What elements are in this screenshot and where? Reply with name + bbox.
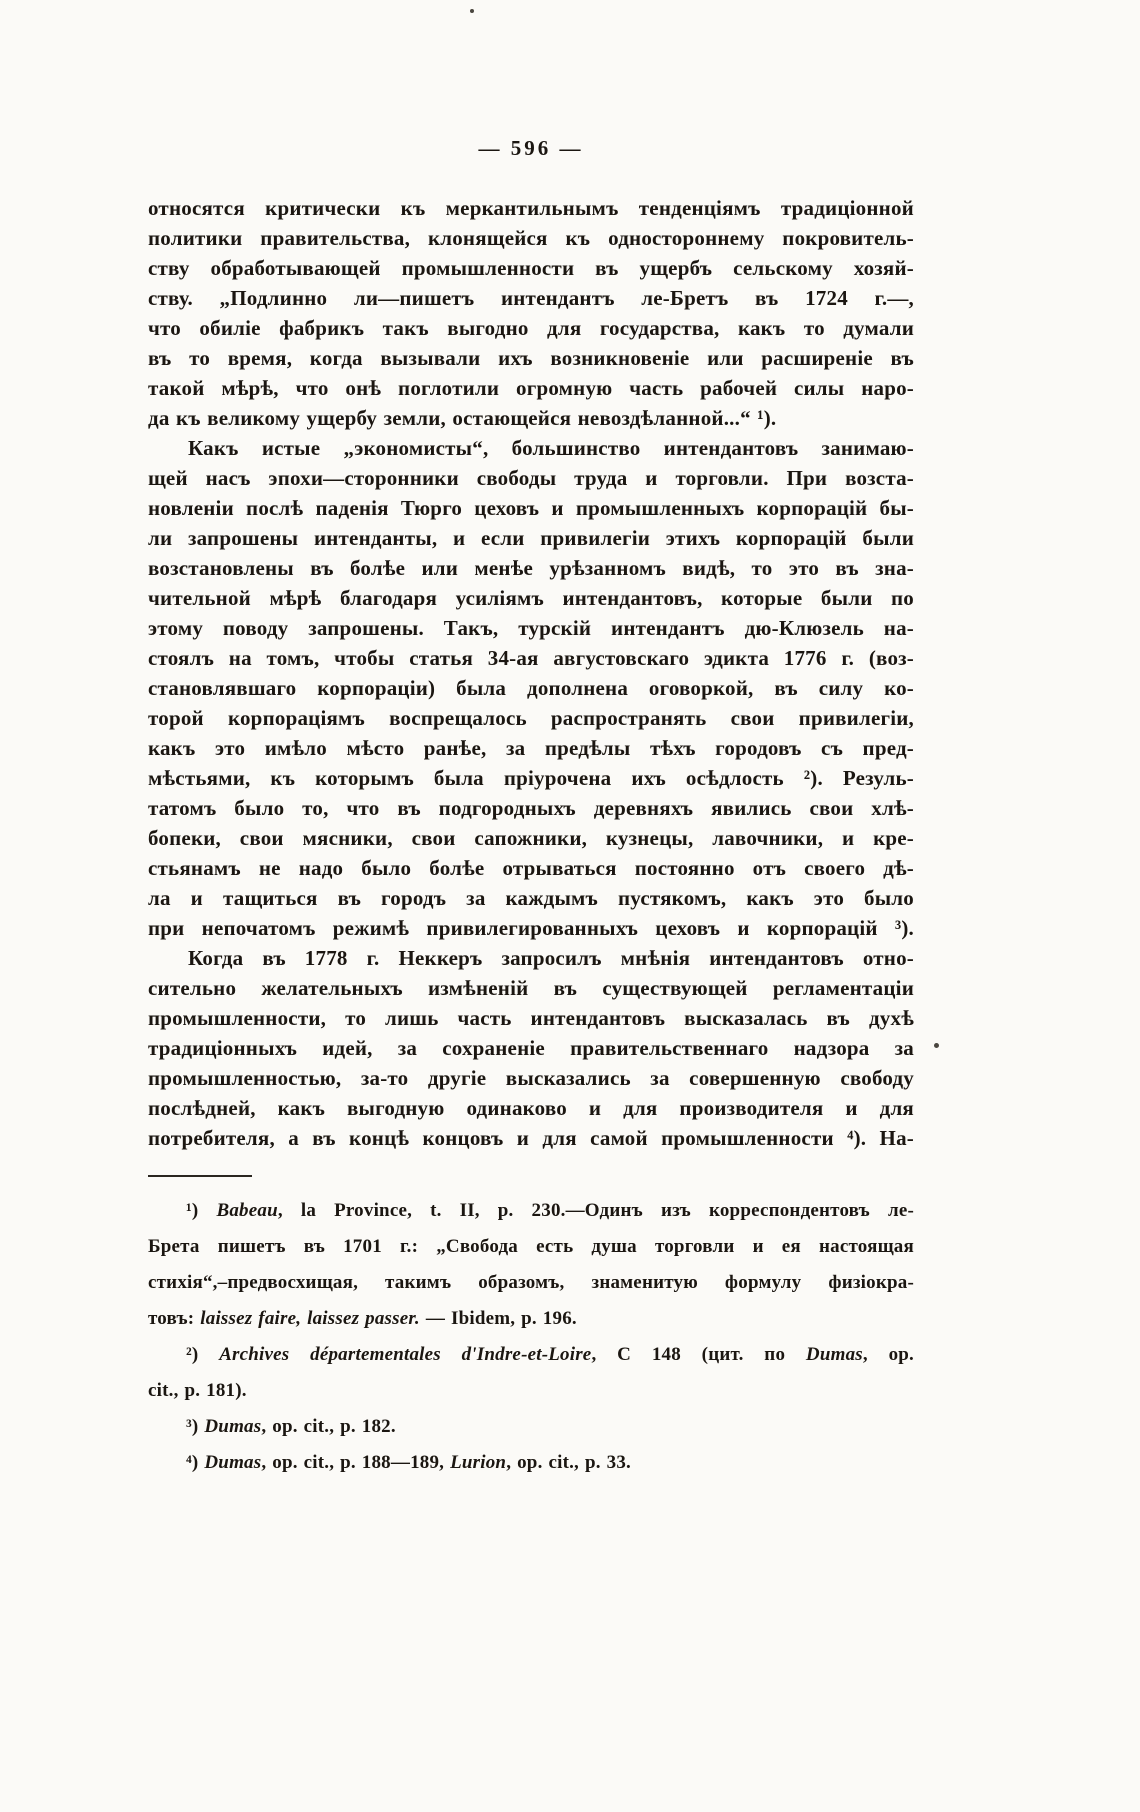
- page-content: [148, 136, 914, 1481]
- text-segment: политики правительства, клонящейся къ одностороннему покровитель-: [148, 226, 914, 250]
- italic-text: Dumas: [204, 1416, 262, 1437]
- text-line: [148, 703, 914, 733]
- text-line: [148, 1093, 914, 1123]
- text-line: [148, 1063, 914, 1093]
- text-segment: промышленностью, за-то другіе высказались за совершенную свободу: [148, 1066, 914, 1090]
- text-line: [148, 823, 914, 853]
- text-segment: ству обработывающей промышленности въ ущербъ сельскому хозяй-: [148, 256, 914, 280]
- text-segment: относятся критически къ меркантильнымъ тенденціямъ традиціонной: [148, 196, 914, 220]
- text-line: [148, 373, 914, 403]
- text-segment: да къ великому ущербу земли, остающейся невоздѣланной...“ ¹).: [148, 406, 777, 430]
- footnote: [148, 1409, 914, 1445]
- text-segment: что обиліе фабрикъ такъ выгодно для государства, какъ то думали: [148, 316, 914, 340]
- page-number: — 596 —: [478, 136, 584, 160]
- text-line: [148, 913, 914, 943]
- text-segment: торой корпораціямъ воспрещалось распространять свои привилегіи,: [148, 706, 914, 730]
- text-segment: , op.: [862, 1344, 914, 1365]
- text-segment: этому поводу запрошены. Такъ, турскій интендантъ дю-Клюзель на-: [148, 616, 914, 640]
- text-segment: чительной мѣрѣ благодаря усиліямъ интендантовъ, которые были по: [148, 586, 914, 610]
- text-line: [148, 613, 914, 643]
- text-segment: Когда въ 1778 г. Неккеръ запросилъ мнѣнія интендантовъ отно-: [188, 946, 914, 970]
- text-segment: бопеки, свои мясники, свои сапожники, кузнецы, лавочники, и кре-: [148, 826, 914, 850]
- text-segment: татомъ было то, что въ подгородныхъ деревняхъ явились свои хлѣ-: [148, 796, 914, 820]
- text-line: [148, 1229, 914, 1265]
- text-line: [148, 1193, 914, 1229]
- text-segment: ⁴): [186, 1452, 205, 1473]
- text-line: [148, 943, 914, 973]
- footnote: [148, 1337, 914, 1409]
- text-line: [148, 433, 914, 463]
- text-line: [148, 283, 914, 313]
- text-line: [148, 883, 914, 913]
- text-segment: ²): [186, 1344, 220, 1365]
- text-segment: Брета пишетъ въ 1701 г.: „Свобода есть душа торговли и ея настоящая: [148, 1236, 914, 1257]
- text-line: [148, 523, 914, 553]
- text-segment: возстановлены въ болѣе или менѣе урѣзанномъ видѣ, то это въ зна-: [148, 556, 914, 580]
- text-line: [148, 1301, 914, 1337]
- text-segment: ¹): [186, 1200, 217, 1221]
- text-line: [148, 463, 914, 493]
- body-text: [148, 193, 914, 1153]
- text-segment: , op. cit., p. 182.: [261, 1416, 396, 1437]
- scan-speck: [934, 1043, 939, 1048]
- text-segment: товъ:: [148, 1308, 201, 1329]
- scan-speck: [470, 9, 474, 13]
- text-line: [148, 583, 914, 613]
- text-segment: , la Province, t. II, p. 230.—Одинъ изъ корреспондентовъ ле-: [277, 1200, 914, 1221]
- text-line: [148, 763, 914, 793]
- text-line: [148, 193, 914, 223]
- footnotes: [148, 1193, 914, 1481]
- italic-text: Archives départementales d'Indre-et-Loire: [219, 1344, 592, 1365]
- italic-text: Dumas: [204, 1452, 262, 1473]
- italic-text: laissez faire, laissez passer.: [200, 1308, 420, 1329]
- text-segment: , op. cit., p. 33.: [506, 1452, 631, 1473]
- text-line: [148, 1265, 914, 1301]
- text-segment: ли запрошены интенданты, и если привилегіи этихъ корпорацій были: [148, 526, 914, 550]
- text-segment: стьянамъ не надо было болѣе отрываться постоянно отъ своего дѣ-: [148, 856, 914, 880]
- text-segment: сительно желательныхъ измѣненій въ существующей регламентаціи: [148, 976, 914, 1000]
- text-line: [148, 223, 914, 253]
- text-line: [148, 643, 914, 673]
- text-segment: стоялъ на томъ, чтобы статья 34-ая августовскаго эдикта 1776 г. (воз-: [148, 646, 914, 670]
- text-line: [148, 1003, 914, 1033]
- text-line: [148, 733, 914, 763]
- text-segment: cit., p. 181).: [148, 1380, 247, 1401]
- text-segment: новленіи послѣ паденія Тюрго цеховъ и промышленныхъ корпорацій бы-: [148, 496, 914, 520]
- italic-text: Babeau: [216, 1200, 278, 1221]
- text-line: [148, 1337, 914, 1373]
- text-segment: Какъ истые „экономисты“, большинство интендантовъ занимаю-: [188, 436, 914, 460]
- text-line: [148, 673, 914, 703]
- text-line: [148, 793, 914, 823]
- text-segment: ла и тащиться въ городъ за каждымъ пустякомъ, какъ это было: [148, 886, 914, 910]
- italic-text: Lurion: [450, 1452, 507, 1473]
- text-segment: — Ibidem, p. 196.: [419, 1308, 577, 1329]
- text-segment: традиціонныхъ идей, за сохраненіе правительственнаго надзора за: [148, 1036, 914, 1060]
- text-line: [148, 553, 914, 583]
- text-segment: какъ это имѣло мѣсто ранѣе, за предѣлы тѣхъ городовъ съ пред-: [148, 736, 914, 760]
- text-line: [148, 313, 914, 343]
- text-line: [148, 1409, 914, 1445]
- text-line: [148, 1445, 914, 1481]
- text-segment: промышленности, то лишь часть интендантовъ высказалась въ духѣ: [148, 1006, 914, 1030]
- text-segment: при непочатомъ режимѣ привилегированныхъ цеховъ и корпорацій ³).: [148, 916, 914, 940]
- text-segment: становлявшаго корпораціи) была дополнена оговоркой, въ силу ко-: [148, 676, 914, 700]
- text-segment: ³): [186, 1416, 205, 1437]
- text-line: [148, 343, 914, 373]
- text-line: [148, 853, 914, 883]
- text-segment: стихія“,–предвосхищая, такимъ образомъ, знаменитую формулу физіокра-: [148, 1272, 914, 1293]
- text-line: [148, 1123, 914, 1153]
- text-segment: мѣстьями, къ которымъ была пріурочена ихъ осѣдлость ²). Резуль-: [148, 766, 914, 790]
- paragraph: [148, 943, 914, 1153]
- text-line: [148, 253, 914, 283]
- text-segment: ству. „Подлинно ли—пишетъ интендантъ ле-Бретъ въ 1724 г.—,: [148, 286, 914, 310]
- text-line: [148, 973, 914, 1003]
- footnote-separator: [148, 1175, 252, 1177]
- text-segment: потребителя, а въ концѣ концовъ и для самой промышленности ⁴). На-: [148, 1126, 914, 1150]
- paragraph: [148, 193, 914, 433]
- text-line: [148, 1373, 914, 1409]
- footnote: [148, 1193, 914, 1337]
- text-line: [148, 403, 914, 433]
- text-segment: , C 148 (цит. по: [591, 1344, 806, 1365]
- italic-text: Dumas: [805, 1344, 863, 1365]
- text-line: [148, 493, 914, 523]
- text-segment: щей насъ эпохи—сторонники свободы труда и торговли. При возста-: [148, 466, 914, 490]
- text-segment: въ то время, когда вызывали ихъ возникновеніе или расширеніе въ: [148, 346, 914, 370]
- paragraph: [148, 433, 914, 943]
- text-segment: , op. cit., p. 188—189,: [261, 1452, 451, 1473]
- footnote: [148, 1445, 914, 1481]
- text-line: [148, 1033, 914, 1063]
- text-segment: послѣдней, какъ выгодную одинаково и для производителя и для: [148, 1096, 914, 1120]
- text-segment: такой мѣрѣ, что онѣ поглотили огромную часть рабочей силы наро-: [148, 376, 914, 400]
